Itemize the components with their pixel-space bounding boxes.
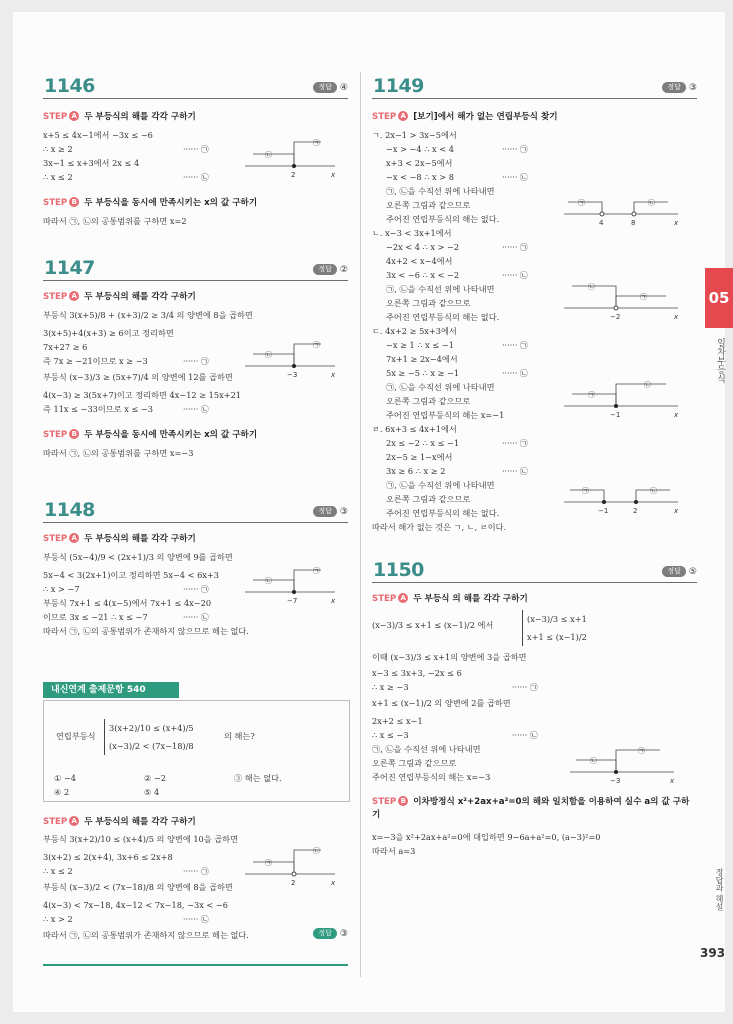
number-line	[562, 472, 682, 524]
divider	[43, 964, 348, 966]
answer-badge: 정답 ③	[313, 928, 348, 939]
svg-text:x: x	[670, 777, 675, 785]
svg-text:x: x	[331, 371, 336, 379]
step-b: STEP B 두 부등식을 동시에 만족시키는 x의 값 구하기	[43, 198, 258, 208]
svg-text:−1: −1	[610, 411, 621, 419]
problem-header	[43, 254, 348, 281]
svg-text:㉡: ㉡	[265, 351, 272, 359]
svg-text:㉠: ㉠	[313, 341, 320, 349]
problem-header	[43, 496, 348, 523]
number-line	[241, 334, 341, 388]
number-line	[562, 278, 682, 330]
problem-number: 1150	[373, 559, 424, 581]
solution-line: 부등식 7x+1 ≤ 4(x−5)에서 7x+1 ≤ 4x−20	[43, 598, 212, 608]
answer-badge: 정답 ⑤	[662, 566, 697, 577]
svg-text:㉡: ㉡	[265, 151, 272, 159]
svg-text:㉡: ㉡	[648, 199, 655, 207]
page-number: 393	[700, 946, 726, 960]
svg-text:x: x	[331, 879, 336, 887]
problem-number: 1148	[44, 499, 95, 521]
linked-problem: 내신연계 출제문항 540 연립부등식 3(x+2)/10 ≤ (x+4)/5 (x−3)/2 < (7x−18)/8 의 해는? ① −4 ② −2 ③ 해는 없다. ④ 2 ⑤ 4 STEP A 두 부등식의 해를 각각 구하기 부등식 3(x+2)/10 ≤ (x+4)/5 의 양변에 10을 곱하면 3(x+2) ≤ 2(x+4), 3x+6 ≤ 2x+8 ∴ x ≤ 2 ······ ㉠ 부등식 (x−3)/2 < (7x−18)/8 의 양변에 8을 곱하면 4(x−3) < 7x−18, 4x−12 < 7x−18, −3x < −6 ∴ x > 2 ······ ㉡ 따라서 ㉠, ㉡의 공통범위가 존재하지 않으므로 해는 없다. 정답 ③ ㉠ ㉡ 2 x	[43, 682, 348, 968]
svg-text:x: x	[331, 597, 336, 605]
marker: ······ ㉠	[183, 585, 209, 594]
svg-text:4: 4	[599, 219, 604, 227]
problem-1150: 1150 정답 ⑤ STEP A 두 부등식 의 해를 각각 구하기 (x−3)/3 ≤ x+1 ≤ (x−1)/2 에서 (x−3)/3 ≤ x+1 x+1 ≤ (x−1)/2 이때 (x−3)/3 ≤ x+1의 양변에 3을 곱하면 x−3 ≤ 3x+3, −2x ≤ 6 ∴ x ≥ −3 ······ ㉠ x+1 ≤ (x−1)/2 의 양변에 2를 곱하면 2x+2 ≤ x−1 ∴ x ≤ −3 ······ ㉡ ㉠, ㉡을 수직선 위에 나타내면 오른쪽 그림과 같으므로 주어진 연립부등식의 해는 x=−3 ㉡ ㉠ −3 x STEP B 이차방정식 x²+2ax+a²=0의 해와 일치함을 이용하여 실수 a의 값 구하기 x=−3을 x²+2ax+a²=0에 대입하면 9−6a+a²=0, (a−3)²=0 따라서 a=3	[372, 556, 697, 583]
svg-text:㉠: ㉠	[640, 293, 647, 301]
number-line	[241, 134, 341, 188]
solution-line: 즉 11x ≤ −33이므로 x ≤ −3	[43, 404, 153, 414]
svg-text:㉠: ㉠	[313, 567, 320, 575]
svg-text:−7: −7	[287, 597, 298, 605]
step-b: STEP B 두 부등식을 동시에 만족시키는 x의 값 구하기	[43, 430, 258, 440]
marker: ······ ㉡	[183, 405, 209, 414]
svg-text:−3: −3	[610, 777, 621, 785]
page	[13, 12, 725, 1012]
number-line	[241, 842, 341, 896]
problem-header	[372, 556, 697, 583]
solution-line: 이므로 3x ≤ −21 ∴ x ≤ −7	[43, 612, 148, 622]
solution-line: 부등식 (x−3)/3 ≥ (5x+7)/4 의 양변에 12를 곱하면	[43, 372, 233, 382]
svg-text:8: 8	[631, 219, 636, 227]
problem-1149: 1149 정답 ③ STEP A [보기]에서 해가 없는 연립부등식 찾기 ㄱ. 2x−1 > 3x−5에서 −x > −4 ∴ x < 4 ······ ㉠ x+3 < 2x−5에서 −x < −8 ∴ x > 8 ······ ㉡ ㉠, ㉡을 수직선 위에 나타내면 오른쪽 그림과 같으므로 주어진 연립부등식의 해는 없다. ㉠ ㉡ 4 8 x ㄴ. x−3 < 3x+1에서 −2x < 4 ∴ x > −2 ······ ㉠ 4x+2 < x−4에서 3x < −6 ∴ x < −2 ······ ㉡ ㉠, ㉡을 수직선 위에 나타내면 오른쪽 그림과 같으므로 주어진 연립부등식의 해는 없다. ㉡ ㉠ −2 x ㄷ. 4x+2 ≥ 5x+3에서 −x ≥ 1 ∴ x ≤ −1 ······ ㉠ 7x+1 ≥ 2x−4에서 5x ≥ −5 ∴ x ≥ −1 ······ ㉡ ㉠, ㉡을 수직선 위에 나타내면 오른쪽 그림과 같으므로 주어진 연립부등식의 해는 x=−1 ㉠ ㉡ −1 x ㄹ. 6x+3 ≤ 4x+1에서 2x ≤ −2 ∴ x ≤ −1 ······ ㉠ 2x−5 ≥ 1−x에서 3x ≥ 6 ∴ x ≥ 2 ······ ㉡ ㉠, ㉡을 수직선 위에 나타내면 오른쪽 그림과 같으므로 주어진 연립부등식의 해는 없다. 따라서 해가 없는 것은 ㄱ, ㄴ, ㄹ이다. ㉠ ㉡ −1 2 x	[372, 72, 697, 99]
solution-line: 5x−4 < 3(2x+1)이고 정리하면 5x−4 < 6x+3	[43, 570, 219, 580]
solution-line: ∴ x > −7	[43, 584, 80, 594]
step-a: STEP A 두 부등식의 해를 각각 구하기	[43, 817, 196, 827]
problem-header	[43, 72, 348, 99]
problem-header	[372, 72, 697, 99]
problem-1148	[43, 496, 348, 636]
answer-badge: 정답 ③	[313, 506, 348, 517]
linked-problem-title: 내신연계 출제문항 540	[43, 682, 179, 698]
solution-line: ∴ x ≥ 2	[43, 144, 73, 154]
number-line	[562, 184, 682, 236]
conclusion: 따라서 해가 없는 것은 ㄱ, ㄴ, ㄹ이다.	[372, 522, 507, 532]
solution-line: 3(x+5)+4(x+3) ≥ 6이고 정리하면	[43, 328, 174, 338]
svg-text:㉠: ㉠	[265, 859, 272, 867]
svg-text:㉡: ㉡	[265, 577, 272, 585]
marker: ······ ㉡	[183, 173, 209, 182]
svg-text:㉠: ㉠	[588, 391, 595, 399]
svg-text:㉡: ㉡	[644, 381, 651, 389]
svg-text:2: 2	[633, 507, 638, 515]
solution-line: x+5 ≤ 4x−1에서 −3x ≤ −6	[43, 130, 153, 140]
solution-line: 부등식 (5x−4)/9 < (2x+1)/3 의 양변에 9를 곱하면	[43, 552, 233, 562]
step-a: STEP A 두 부등식의 해를 각각 구하기	[43, 112, 196, 122]
svg-text:x: x	[674, 219, 679, 227]
svg-text:2: 2	[291, 171, 296, 179]
svg-text:㉡: ㉡	[590, 757, 597, 765]
svg-text:x: x	[674, 411, 679, 419]
conclusion: 따라서 ㉠, ㉡의 공통범위가 존재하지 않으므로 해는 없다.	[43, 626, 249, 636]
svg-text:㉡: ㉡	[650, 487, 657, 495]
number-line	[562, 376, 682, 428]
svg-text:㉠: ㉠	[582, 487, 589, 495]
marker: ······ ㉠	[183, 357, 209, 366]
step-a: STEP A [보기]에서 해가 없는 연립부등식 찾기	[372, 112, 558, 122]
system: 3(x+2)/10 ≤ (x+4)/5 (x−3)/2 < (7x−18)/8	[104, 719, 194, 755]
answer-badge: 정답 ③	[662, 82, 697, 93]
svg-text:㉡: ㉡	[313, 847, 320, 855]
svg-text:㉡: ㉡	[588, 283, 595, 291]
solution-line: 즉 7x ≥ −21이므로 x ≥ −3	[43, 356, 148, 366]
problem-1146	[43, 72, 348, 226]
step-a: STEP A 두 부등식의 해를 각각 구하기	[43, 292, 196, 302]
solution-line: 7x+27 ≥ 6	[43, 342, 88, 352]
problem-number: 1149	[373, 75, 424, 97]
chapter-title: 일차부등식	[715, 338, 725, 383]
svg-text:x: x	[331, 171, 336, 179]
svg-text:−1: −1	[598, 507, 609, 515]
answer-badge: 정답 ②	[313, 264, 348, 275]
column-divider	[360, 72, 361, 977]
marker: ······ ㉡	[183, 613, 209, 622]
problem-number: 1147	[44, 257, 95, 279]
problem-number: 1146	[44, 75, 95, 97]
answer-badge: 정답 ④	[313, 82, 348, 93]
system: (x−3)/3 ≤ x+1 x+1 ≤ (x−1)/2	[522, 610, 587, 646]
number-line	[568, 742, 678, 794]
svg-text:x: x	[674, 507, 679, 515]
svg-text:x: x	[674, 313, 679, 321]
svg-text:㉠: ㉠	[638, 747, 645, 755]
svg-text:㉠: ㉠	[578, 199, 585, 207]
problem-1147	[43, 254, 348, 458]
svg-text:2: 2	[291, 879, 296, 887]
conclusion: 따라서 ㉠, ㉡의 공통범위를 구하면 x=2	[43, 216, 187, 226]
solution-line: 부등식 3(x+5)/8 + (x+3)/2 ≥ 3/4 의 양변에 8을 곱하면	[43, 310, 253, 320]
conclusion: 따라서 ㉠, ㉡의 공통범위를 구하면 x=−3	[43, 448, 194, 458]
svg-text:−3: −3	[287, 371, 298, 379]
solution-line: 4(x−3) ≥ 3(5x+7)이고 정리하면 4x−12 ≥ 15x+21	[43, 390, 241, 400]
step-a: STEP A 두 부등식의 해를 각각 구하기	[43, 534, 196, 544]
solution-line: ∴ x ≤ 2	[43, 172, 73, 182]
step-b: STEP B 이차방정식 x²+2ax+a²=0의 해와 일치함을 이용하여 실수 a의 값 구하기	[372, 797, 690, 820]
solution-line: 3x−1 ≤ x+3에서 2x ≤ 4	[43, 158, 140, 168]
number-line	[241, 560, 341, 614]
section-label: 정답과 해설	[715, 868, 724, 911]
chapter-tab: 05	[705, 268, 733, 328]
marker: ······ ㉠	[183, 145, 209, 154]
question-box: 연립부등식 3(x+2)/10 ≤ (x+4)/5 (x−3)/2 < (7x−18)/8 의 해는? ① −4 ② −2 ③ 해는 없다. ④ 2 ⑤ 4	[43, 700, 350, 802]
svg-text:−2: −2	[610, 313, 621, 321]
svg-text:㉠: ㉠	[313, 139, 320, 147]
step-a: STEP A 두 부등식 의 해를 각각 구하기	[372, 594, 528, 604]
